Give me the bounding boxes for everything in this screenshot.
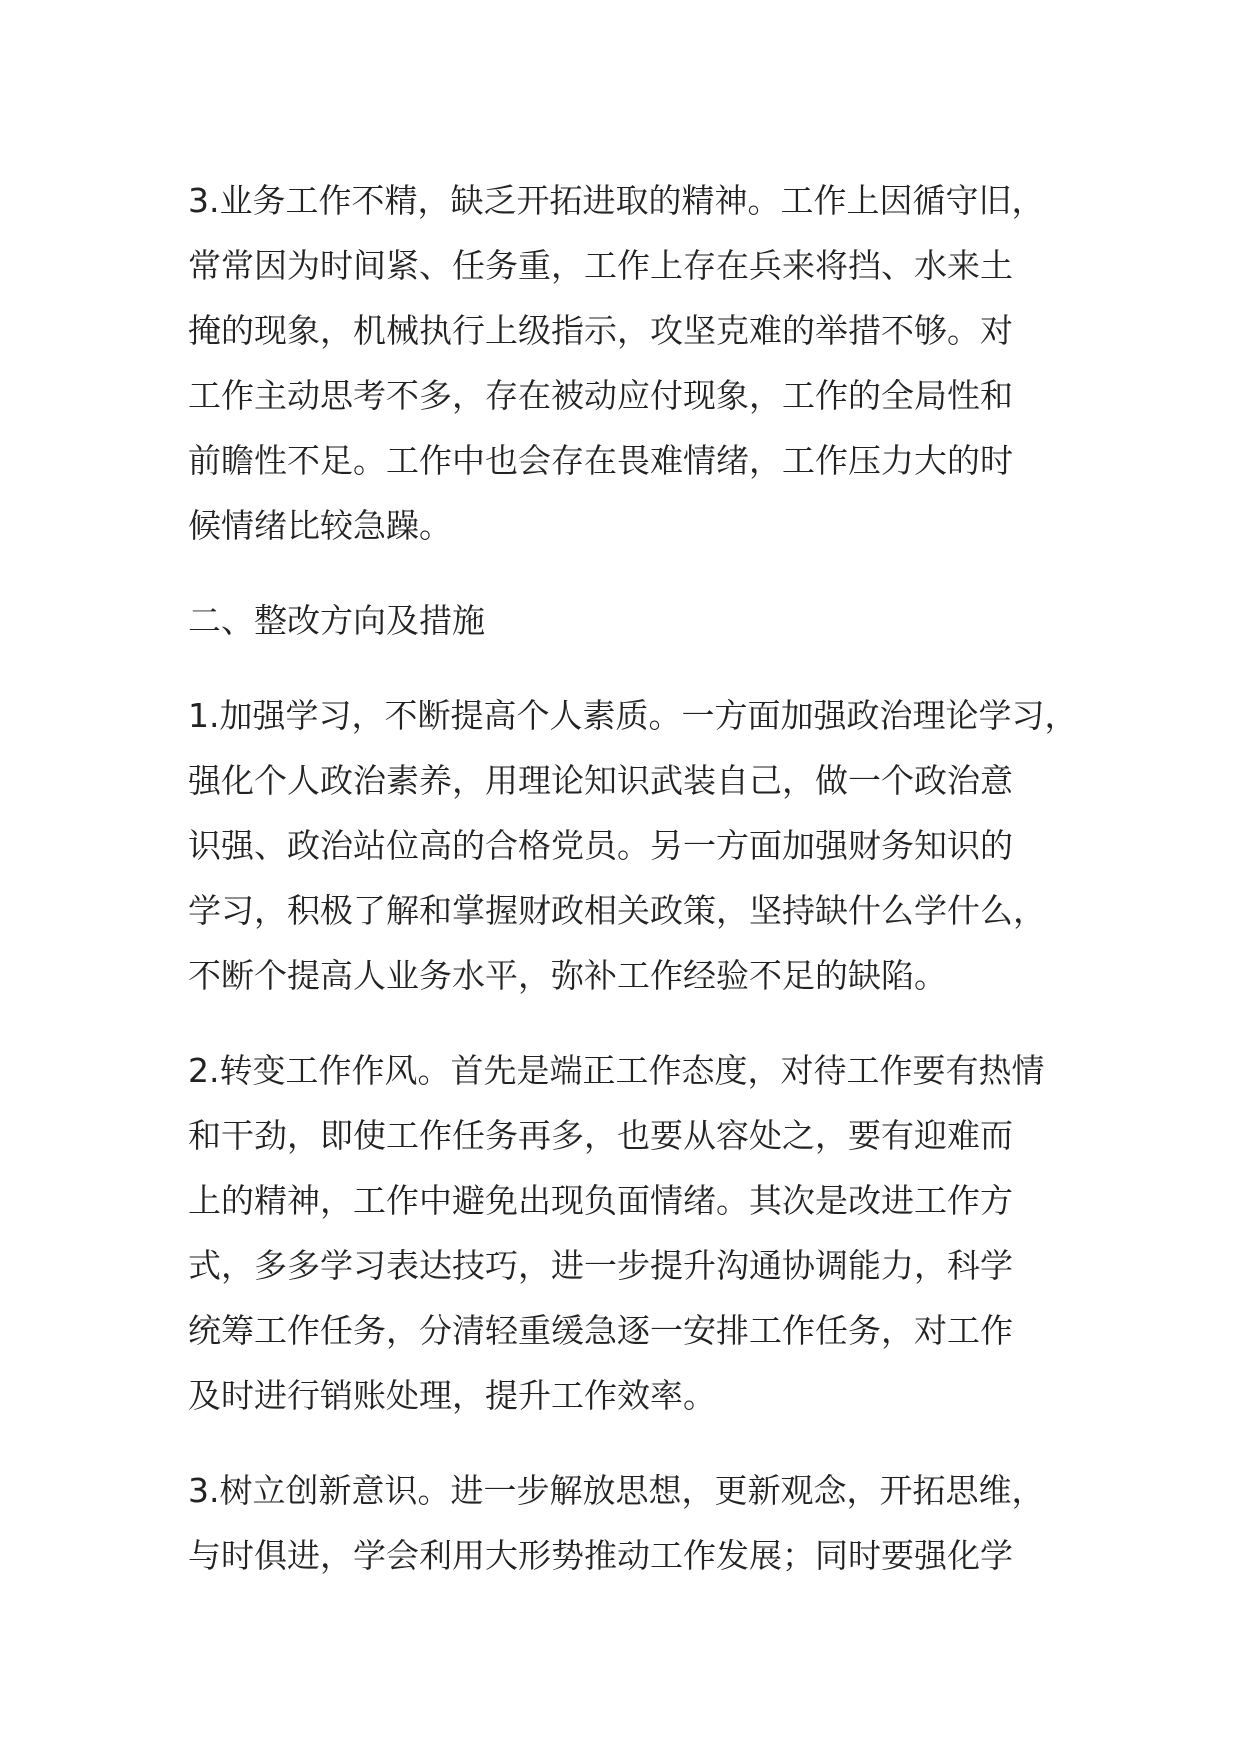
paragraph-measure-1	[188, 683, 1088, 1008]
section-heading	[188, 588, 1088, 653]
text-line: 式，多多学习表达技巧，进一步提升沟通协调能力，科学	[188, 1246, 1013, 1285]
text-line: 2.转变工作作风。首先是端正工作态度，对待工作要有热情	[188, 1051, 1045, 1090]
text-line: 工作主动思考不多，存在被动应付现象，工作的全局性和	[188, 376, 1013, 415]
text-line: 3.树立创新意识。进一步解放思想，更新观念，开拓思维，	[188, 1471, 1045, 1510]
heading-text: 二、整改方向及措施	[188, 601, 485, 640]
text-line: 候情绪比较急躁。	[188, 506, 452, 545]
text-line: 上的精神，工作中避免出现负面情绪。其次是改进工作方	[188, 1181, 1013, 1220]
text-line: 强化个人政治素养，用理论知识武装自己，做一个政治意	[188, 761, 1013, 800]
paragraph-problem-3	[188, 168, 1088, 558]
text-line: 常常因为时间紧、任务重，工作上存在兵来将挡、水来土	[188, 246, 1013, 285]
paragraph-measure-2	[188, 1038, 1088, 1428]
text-line: 3.业务工作不精，缺乏开拓进取的精神。工作上因循守旧，	[188, 181, 1045, 220]
text-line: 统筹工作任务，分清轻重缓急逐一安排工作任务，对工作	[188, 1311, 1013, 1350]
document-body	[188, 168, 1088, 1618]
text-line: 和干劲，即使工作任务再多，也要从容处之，要有迎难而	[188, 1116, 1013, 1155]
text-line: 不断个提高人业务水平，弥补工作经验不足的缺陷。	[188, 956, 947, 995]
text-line: 识强、政治站位高的合格党员。另一方面加强财务知识的	[188, 826, 1013, 865]
text-line: 前瞻性不足。工作中也会存在畏难情绪，工作压力大的时	[188, 441, 1013, 480]
text-line: 及时进行销账处理，提升工作效率。	[188, 1376, 716, 1415]
text-line: 掩的现象，机械执行上级指示，攻坚克难的举措不够。对	[188, 311, 1013, 350]
paragraph-measure-3	[188, 1458, 1088, 1588]
text-line: 学习，积极了解和掌握财政相关政策，坚持缺什么学什么，	[188, 891, 1046, 930]
text-line: 1.加强学习，不断提高个人素质。一方面加强政治理论学习，	[188, 696, 1078, 735]
text-line: 与时俱进，学会利用大形势推动工作发展；同时要强化学	[188, 1536, 1013, 1575]
